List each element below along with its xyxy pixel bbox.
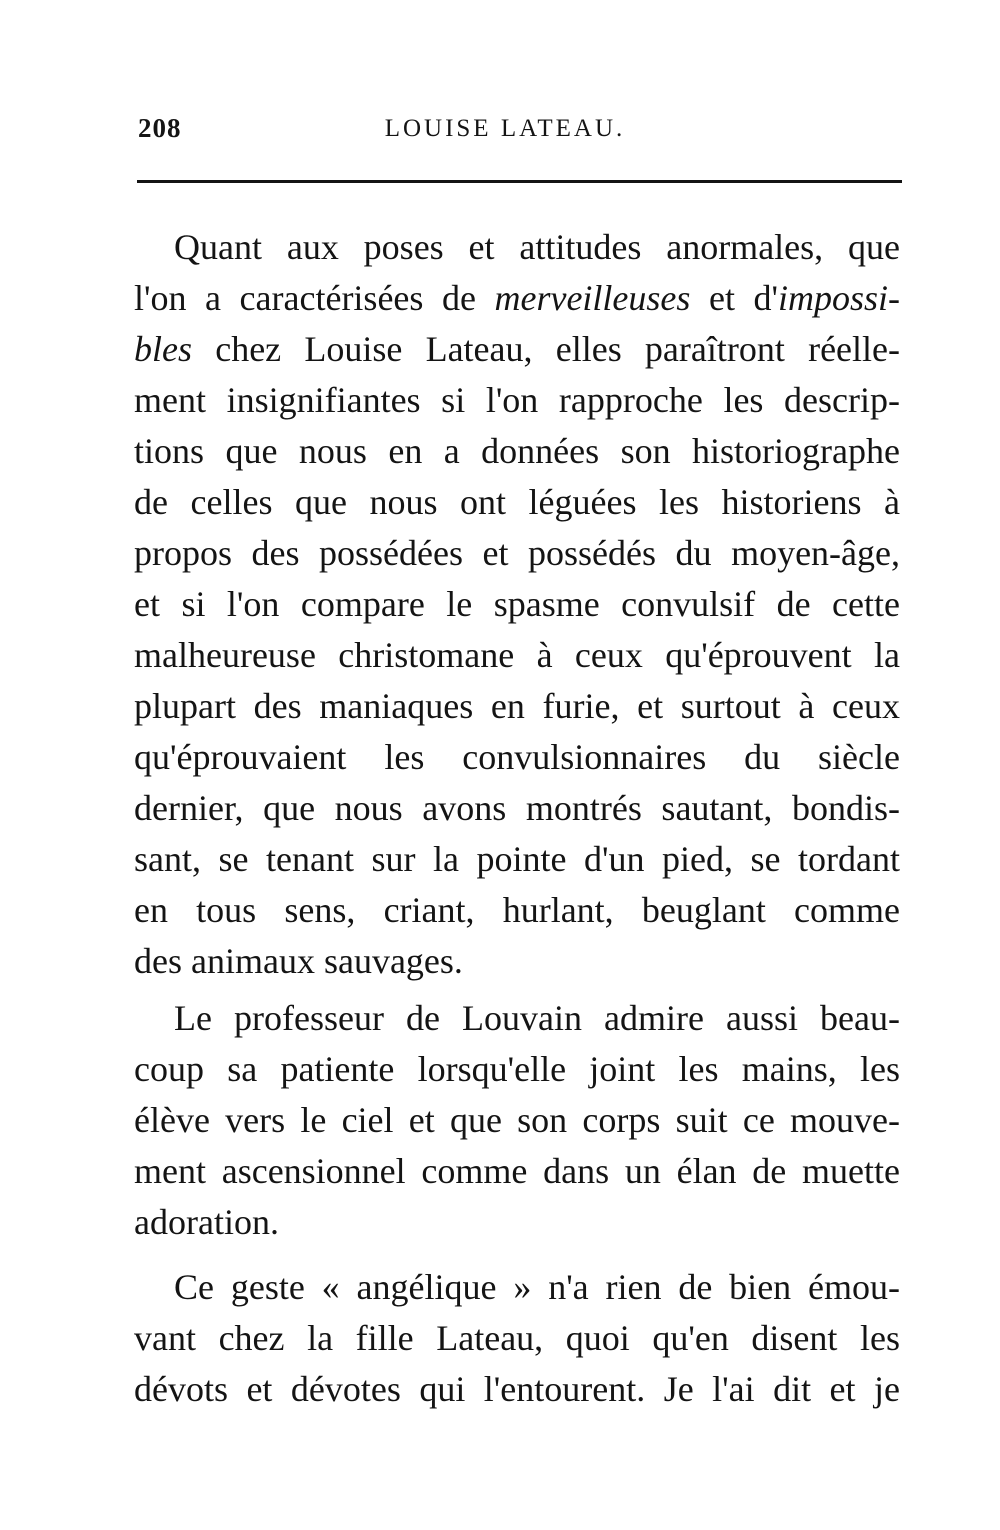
- text-line: en tous sens, criant, hurlant, beuglant comme: [134, 890, 900, 930]
- text-line: adoration.: [134, 1202, 279, 1242]
- text-line: et si l'on compare le spasme convulsif de cette: [134, 584, 900, 624]
- text-line: dernier, que nous avons montrés sautant, bondis-: [134, 788, 900, 828]
- header-rule: [137, 180, 902, 183]
- text-line-with-italics: [134, 273, 900, 324]
- text-line: de celles que nous ont léguées les historiens à: [134, 482, 900, 522]
- text-line: dévots et dévotes qui l'entourent. Je l'ai dit et je: [134, 1369, 900, 1409]
- text-line: Le professeur de Louvain admire aussi beau-: [174, 998, 900, 1038]
- paragraph-1: [134, 222, 900, 987]
- text-line: plupart des maniaques en furie, et surtout à ceux: [134, 686, 900, 726]
- text-line: Quant aux poses et attitudes anormales, que: [174, 227, 900, 267]
- text-line: vant chez la fille Lateau, quoi qu'en disent les: [134, 1318, 900, 1358]
- text-line: Ce geste « angélique » n'a rien de bien émou-: [174, 1267, 900, 1307]
- text-line: ment insignifiantes si l'on rapproche les descrip-: [134, 380, 900, 420]
- text-line: sant, se tenant sur la pointe d'un pied, se tordant: [134, 839, 900, 879]
- text-line: ment ascensionnel comme dans un élan de muette: [134, 1151, 900, 1191]
- paragraph-2: [134, 993, 900, 1248]
- text-line: malheureuse christomane à ceux qu'éprouvent la: [134, 635, 900, 675]
- text-line: élève vers le ciel et que son corps suit ce mouve-: [134, 1100, 900, 1140]
- running-title: LOUISE LATEAU.: [384, 115, 626, 142]
- italic-word: impossi-: [777, 278, 900, 318]
- paragraph-3: [134, 1262, 900, 1415]
- page-body: [134, 222, 900, 1415]
- text-fragment: l'on a caractérisées de: [134, 278, 495, 318]
- text-line: qu'éprouvaient les convulsionnaires du siècle: [134, 737, 900, 777]
- text-fragment: chez Louise Lateau, elles paraîtront réelle-: [192, 329, 900, 369]
- text-line: des animaux sauvages.: [134, 941, 463, 981]
- text-line-with-italics: [134, 324, 900, 375]
- text-line: tions que nous en a données son historiographe: [134, 431, 900, 471]
- italic-word: bles: [134, 329, 192, 369]
- page-number: 208: [138, 113, 182, 143]
- text-line: propos des possédées et possédés du moyen-âge,: [134, 533, 900, 573]
- italic-word: merveilleuses: [494, 278, 691, 318]
- text-fragment: et d': [690, 278, 778, 318]
- text-line: coup sa patiente lorsqu'elle joint les mains, les: [134, 1049, 900, 1089]
